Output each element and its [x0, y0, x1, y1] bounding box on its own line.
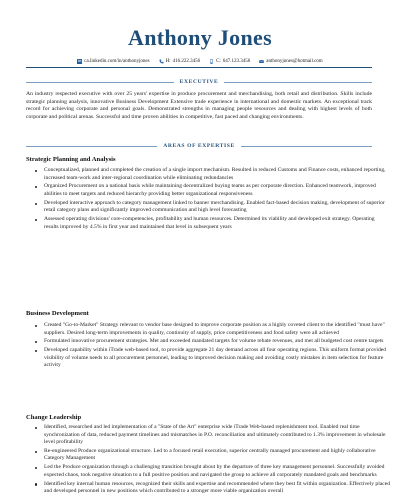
linkedin-icon: in	[78, 59, 82, 63]
mobile-phone-icon	[209, 59, 214, 64]
strategic-planning-list	[26, 167, 390, 233]
heading-rule-right	[224, 82, 372, 83]
executive-heading-label: EXECUTIVE	[179, 79, 219, 85]
cell-phone-number: 647.123.3456	[222, 59, 251, 64]
list-item: Developed capability within iTrade web-based tool, to provide aggregate 21 day demand across all four operating regions. This uniform format provided visibility of volume needs to all procurement personnel, leading to improved decision making and avoiding costly mistakes in item selection for feature activity	[44, 347, 390, 370]
list-item: Re-engineered Produce organizational structure. Led to a focused retail execution, superior centrally managed procurement and highly collaborative Category Management	[44, 448, 390, 463]
change-leadership-list	[26, 424, 390, 497]
list-item: Created "Go-to-Market" Strategy relevant to vendor base designed to improve corporate position as a highly coveted client to the identified "must have" suppliers. Desired long-term improvements in quality, continuity of supply, price competitiveness and food safety were all achieved	[44, 322, 390, 337]
heading-rule-left	[26, 82, 174, 83]
business-development-list	[26, 322, 390, 371]
executive-summary: An industry respected executive with over 25 years' expertise in produce procurement and merchandising, both retail and distribution. Skills include strategic planning analysis, innovative Business Development Extensive trade experience in international and domestic markets. An exceptional track record for achieving corporate and personal goals. Demonstrated strengths in managing people resources and dealing with highest levels of both corporate and political arenas. Successful and time proven abilities in competitive, fast paced and changing environments.	[26, 91, 372, 121]
heading-rule-right	[241, 146, 372, 147]
linkedin-contact[interactable]	[77, 58, 149, 65]
header-divider	[26, 67, 372, 68]
linkedin-url[interactable]: ca.linkedin.com/in/anthonyjones	[84, 59, 150, 64]
list-item: Assessed operating divisions' core-competencies, profitability and human resources. Determined its viability and developed exit strategy. Operating results improved by 4.5% in first year and maintained that level in subsequent years	[44, 216, 390, 231]
home-phone-contact	[159, 58, 201, 65]
contact-bar	[0, 58, 400, 65]
email-address[interactable]: anthonyjones@hotmail.com	[266, 59, 323, 64]
section-title-strategic-planning: Strategic Planning and Analysis	[26, 156, 116, 163]
section-title-business-development: Business Development	[26, 310, 89, 317]
envelope-icon	[259, 59, 264, 64]
cell-phone-contact	[209, 58, 250, 65]
areas-of-expertise-label: AREAS OF EXPERTISE	[163, 143, 235, 149]
list-item: Identified, researched and led implementation of a "State of the Art" enterprise wide iTrade Web-based replenishment tool. Enabled real time synchronization of data, reduced payment timelines and mismatches in P.O. reconciliation and ultimately contributed to 1.3% improvement in wholesale level profitability	[44, 424, 390, 447]
home-phone-label: H:	[165, 59, 171, 64]
list-item: Conceptualized, planned and completed the creation of a single import mechanism. Resulted in reduced Customs and Finance costs, enhanced reporting, increased team-work and inter-regional coordination while eliminating redundancies	[44, 167, 390, 182]
phone-icon	[159, 59, 164, 64]
home-phone-number: 416.222.3456	[172, 59, 201, 64]
areas-of-expertise-heading	[26, 141, 372, 151]
list-item: Formulated innovative procurement strategies. Met and exceeded mandated targets for volume rebate revenues, and met all budgeted cost centre targets	[44, 338, 390, 346]
cell-phone-label: C:	[216, 59, 221, 64]
email-contact[interactable]	[259, 58, 322, 65]
section-title-change-leadership: Change Leadership	[26, 414, 82, 421]
candidate-name: Anthony Jones	[128, 25, 272, 50]
list-item: Identified key internal human resources, recognized their skills and expertise and recommended where they best fit within organization. Effectively placed and developed personnel in new positions which contributed to a stronger more viable organization overall	[44, 480, 391, 495]
executive-heading	[26, 77, 372, 87]
list-item: Developed interactive approach to category management linked to banner merchandising. Enabled fact-based decision making, development of superior retail category plans and significantly improved communication and high level forecasting	[44, 200, 390, 215]
list-item: Organized Procurement on a national basis while maintaining decentralized buying teams as per corporate direction. Enhanced teamwork, improved abilities to meet targets and reduced hierarchy providing better organizational responsiveness	[44, 183, 390, 198]
list-item: Led the Produce organization through a challenging transition brought about by the departure of three key management personnel. Successfully avoided expected chaos, took negative situation to a full positive position and navigated the group to achieve all corporately mandated goals and benchmarks	[44, 464, 390, 479]
heading-rule-left	[26, 146, 157, 147]
